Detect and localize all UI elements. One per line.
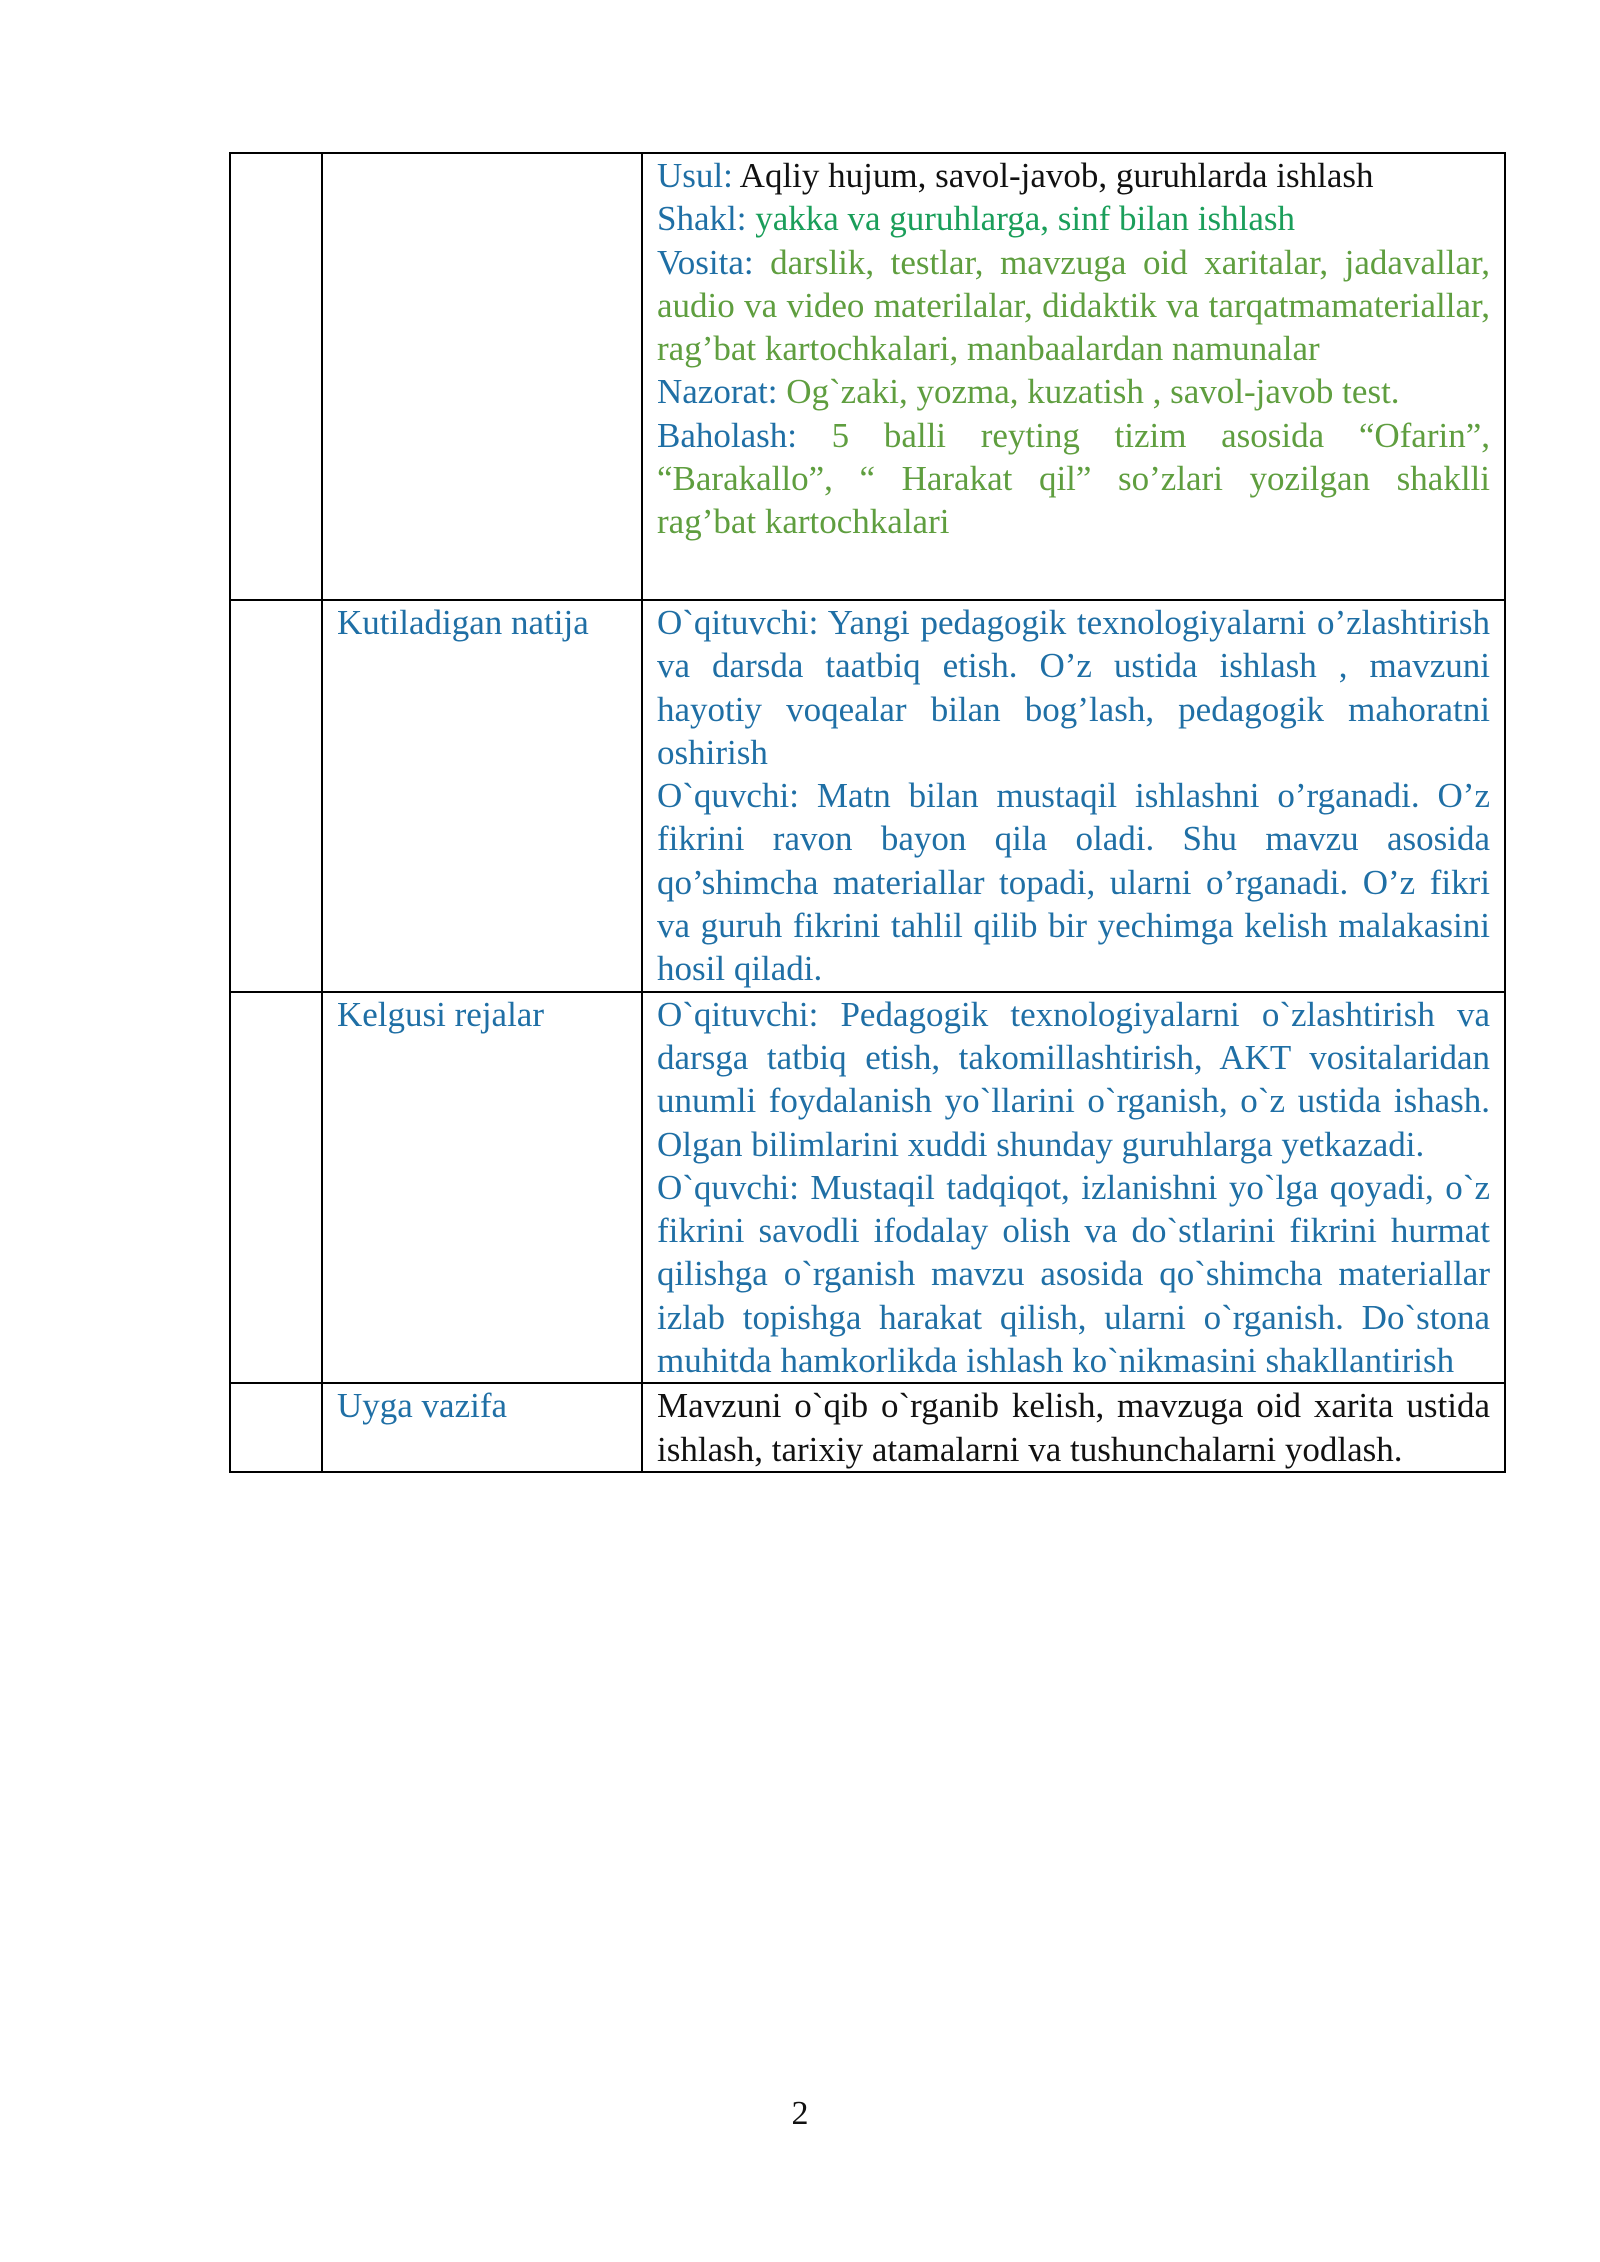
nazorat-text: Og`zaki, yozma, kuzatish , savol-javob test. — [777, 372, 1400, 412]
row-number-cell — [230, 153, 322, 600]
table-row-expected-result — [230, 600, 1505, 992]
student-paragraph: O`quvchi: Mustaqil tadqiqot, izlanishni yo`lga qoyadi, o`z fikrini savodli ifodalay olish va do`stlarini fikrini hurmat qilishga o`rganish mavzu asosida qo`shimcha materiallar izlab topishga harakat qilish, ularni o`rganish. Do`stona muhitda hamkorlikda ishlash ko`nikmasini shakllantirish — [657, 1167, 1490, 1381]
lesson-plan-table — [229, 152, 1506, 1473]
vosita-text: darslik, testlar, mavzuga oid xaritalar, jadavallar, audio va video materilalar, didaktik va tarqatmamateriallar, rag’bat kartochkalari, manbaalardan namunalar — [657, 242, 1490, 369]
row-number-cell — [230, 992, 322, 1384]
row-content-cell — [642, 600, 1505, 992]
row-label-cell — [322, 153, 642, 600]
row-content-cell — [642, 1383, 1505, 1472]
row-label-cell: Kelgusi rejalar — [322, 992, 642, 1384]
row-label-cell: Uyga vazifa — [322, 1383, 642, 1472]
table-row-homework — [230, 1383, 1505, 1472]
shakl-line — [657, 197, 1490, 240]
nazorat-line — [657, 370, 1490, 413]
baholash-line — [657, 414, 1490, 544]
row-content-cell — [642, 992, 1505, 1384]
nazorat-label: Nazorat: — [657, 372, 778, 412]
row-number-cell — [230, 600, 322, 992]
row-content-cell — [642, 153, 1505, 600]
teacher-paragraph: O`qituvchi: Pedagogik texnologiyalarni o`zlashtirish va darsga tatbiq etish, takomillashtirish, AKT vositalaridan unumli foydalanish yo`llarini o`rganish, o`z ustida ishash. Olgan bilimlarini xuddi shunday guruhlarga yetkazadi. — [657, 994, 1490, 1164]
usul-label: Usul: — [657, 156, 733, 195]
table-row-future-plans — [230, 992, 1505, 1384]
page-number: 2 — [791, 2095, 809, 2132]
vosita-line — [657, 241, 1490, 371]
row-number-cell — [230, 1383, 322, 1472]
vosita-label: Vosita: — [657, 242, 754, 282]
usul-line — [657, 154, 1490, 197]
usul-text: Aqliy hujum, savol-javob, guruhlarda ishlash — [732, 156, 1374, 195]
baholash-label: Baholash: — [657, 415, 797, 455]
teacher-paragraph: O`qituvchi: Yangi pedagogik texnologiyalarni o’zlashtirish va darsda taatbiq etish. O’z ustida ishlash , mavzuni hayotiy voqealar bilan bog’lash, pedagogik mahoratni oshirish — [657, 603, 1490, 772]
baholash-text: 5 balli reyting tizim asosida “Ofarin”, “Barakallo”, “ Harakat qil” so’zlari yozilgan shaklli rag’bat kartochkalari — [657, 415, 1490, 542]
row-label-cell: Kutiladigan natija — [322, 600, 642, 992]
shakl-text: yakka va guruhlarga, sinf bilan ishlash — [746, 199, 1295, 239]
table-row-methods — [230, 153, 1505, 600]
homework-text: Mavzuni o`qib o`rganib kelish, mavzuga oid xarita ustida ishlash, tarixiy atamalarni va tushunchalarni yodlash. — [657, 1386, 1490, 1469]
student-paragraph: O`quvchi: Matn bilan mustaqil ishlashni o’rganadi. O’z fikrini ravon bayon qila oladi. Shu mavzu asosida qo’shimcha materiallar topadi, ularni o’rganadi. O’z fikri va guruh fikrini tahlil qilib bir yechimga kelish malakasini hosil qiladi. — [657, 776, 1490, 989]
shakl-label: Shakl: — [657, 199, 747, 239]
